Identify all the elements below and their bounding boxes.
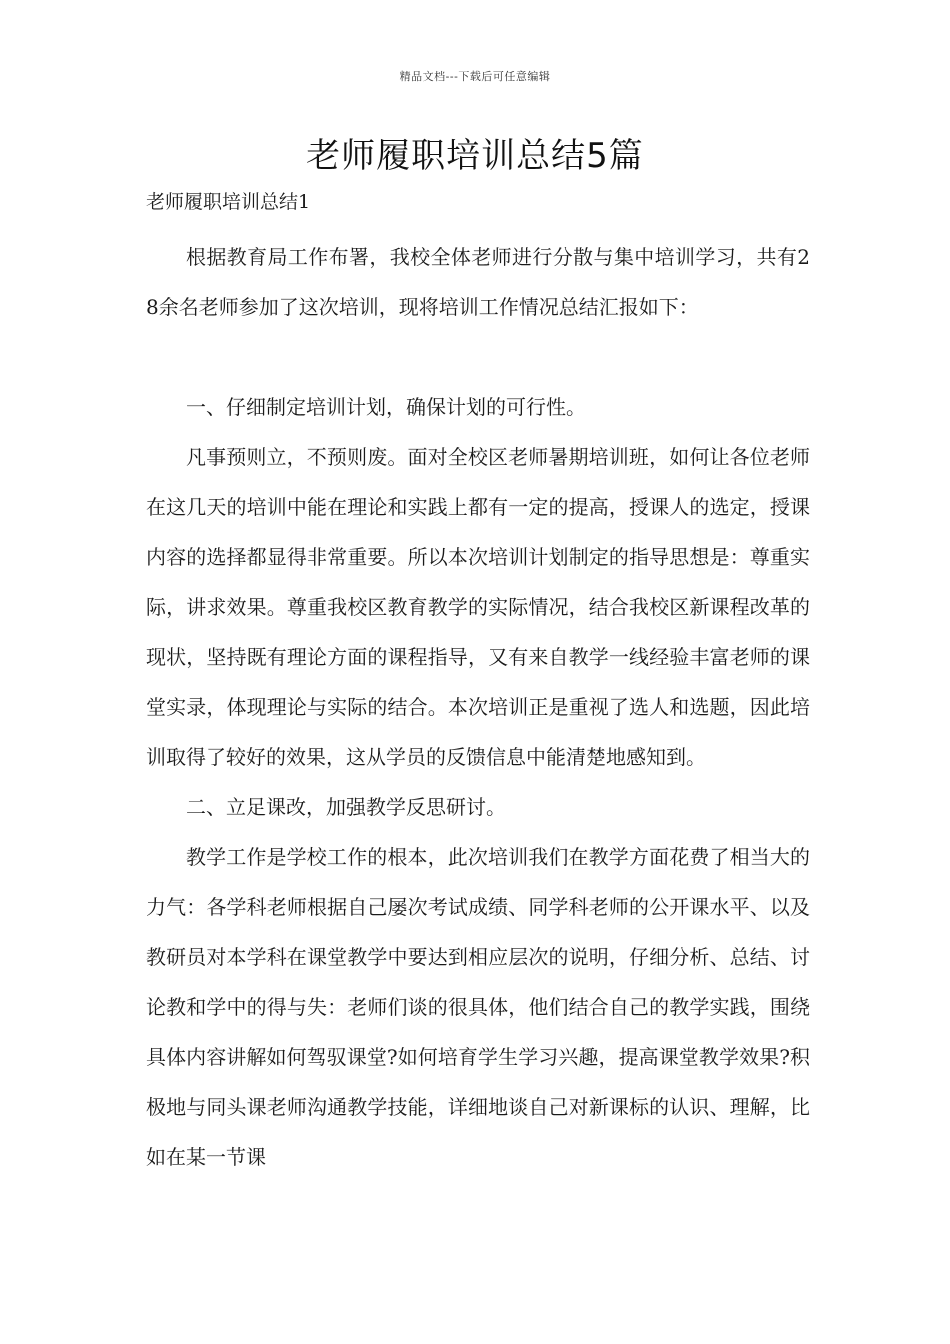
document-title: 老师履职培训总结5篇	[306, 136, 644, 176]
section-subtitle: 老师履职培训总结1	[146, 191, 311, 213]
paragraph-teaching: 教学工作是学校工作的根本，此次培训我们在教学方面花费了相当大的力气：各学科老师根据自己屡次考试成绩、同学科老师的公开课水平、以及教研员对本学科在课堂教学中要达到相应层次的说明，仔细分析、总结、讨论教和学中的得与失：老师们谈的很具体，他们结合自己的教学实践，围绕具体内容讲解如何驾驭课堂?如何培育学生学习兴趣，提高课堂教学效果?积极地与同头课老师沟通教学技能，详细地谈自己对新课标的认识、理解，比如在某一节课	[146, 845, 810, 1169]
header-note: 精品文档---下载后可任意编辑	[399, 70, 551, 83]
blank-line	[146, 332, 810, 382]
document-body	[146, 232, 810, 1182]
section-heading-1: 一、仔细制定培训计划，确保计划的可行性。	[186, 395, 586, 419]
section-heading-2: 二、立足课改，加强教学反思研讨。	[186, 795, 506, 819]
paragraph-intro: 根据教育局工作布署，我校全体老师进行分散与集中培训学习，共有28余名老师参加了这次培训，现将培训工作情况总结汇报如下：	[146, 245, 810, 319]
paragraph-planning: 凡事预则立，不预则废。面对全校区老师暑期培训班，如何让各位老师在这几天的培训中能在理论和实践上都有一定的提高，授课人的选定，授课内容的选择都显得非常重要。所以本次培训计划制定的指导思想是：尊重实际，讲求效果。尊重我校区教育教学的实际情况，结合我校区新课程改革的现状，坚持既有理论方面的课程指导，又有来自教学一线经验丰富老师的课堂实录，体现理论与实际的结合。本次培训正是重视了选人和选题，因此培训取得了较好的效果，这从学员的反馈信息中能清楚地感知到。	[146, 445, 810, 769]
